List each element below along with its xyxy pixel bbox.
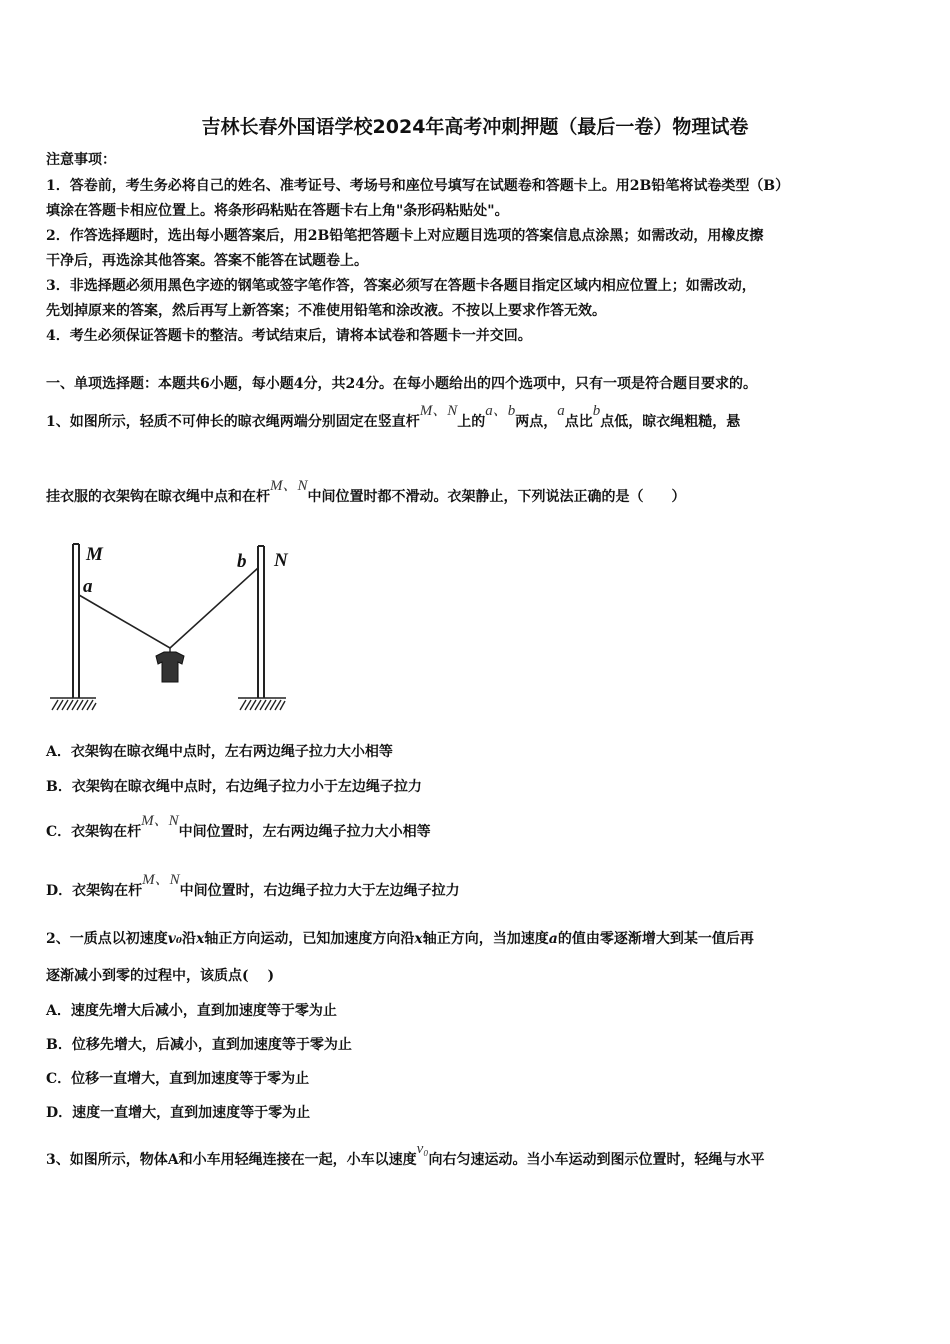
q1-option-a: A．衣架钩在晾衣绳中点时，左右两边绳子拉力大小相等	[46, 744, 393, 760]
question-2-line-1	[46, 929, 754, 949]
math-mn: M、N	[142, 872, 180, 888]
q3-text: 向右匀速运动。当小车运动到图示位置时，轻绳与水平	[428, 1152, 765, 1168]
q1-text: 点低，晾衣绳粗糙，悬	[600, 414, 741, 430]
math-v0: v₀	[167, 931, 183, 947]
q1-option-text: 中间位置时，右边绳子拉力大于左边绳子拉力	[179, 883, 460, 899]
math-ab: a、b	[485, 403, 516, 419]
clothesline-figure	[44, 538, 304, 718]
math-mn: M、N	[141, 813, 179, 829]
rope	[79, 568, 258, 648]
q1-option-b: B．衣架钩在晾衣绳中点时，右边绳子拉力小于左边绳子拉力	[46, 779, 422, 795]
q2-text: 沿	[182, 931, 197, 947]
q1-text: 点比	[564, 414, 593, 430]
q2-option-b: B．位移先增大，后减小，直到加速度等于零为止	[46, 1037, 352, 1053]
q2-text: 轴正方向运动，已知加速度方向沿	[204, 931, 415, 947]
q1-option-text: C．衣架钩在杆	[46, 824, 142, 840]
math-x: x	[414, 931, 423, 947]
ground-right	[238, 698, 286, 710]
q3-text: 3、如图所示，物体A和小车用轻绳连接在一起，小车以速度	[46, 1152, 417, 1168]
math-b: b	[592, 403, 601, 419]
page-title: 吉林长春外国语学校2024年高考冲刺押题（最后一卷）物理试卷	[201, 116, 749, 138]
q2-option-d: D．速度一直增大，直到加速度等于零为止	[46, 1105, 311, 1121]
q1-text: 两点，	[515, 414, 558, 430]
question-3-line-1	[46, 1141, 765, 1170]
q1-text: 上的	[457, 414, 486, 430]
q1-option-c	[46, 813, 431, 842]
q1-option-text: 中间位置时，左右两边绳子拉力大小相等	[178, 824, 431, 840]
math-a: a	[557, 403, 565, 419]
math-a: a	[548, 931, 558, 947]
q2-option-c: C．位移一直增大，直到加速度等于零为止	[46, 1071, 310, 1087]
section-heading: 一、单项选择题：本题共6小题，每小题4分，共24分。在每小题给出的四个选项中，只有一项是符合题目要求的。	[46, 376, 757, 392]
notice-line: 1．答卷前，考生务必将自己的姓名、准考证号、考场号和座位号填写在试题卷和答题卡上。用2B铅笔将试卷类型（B）	[46, 178, 790, 194]
q2-text: 轴正方向，当加速度	[422, 931, 549, 947]
q1-text: 挂衣服的衣架钩在晾衣绳中点和在杆	[46, 489, 270, 505]
q1-text: 中间位置时都不滑动。衣架静止，下列说法正确的是（ ）	[307, 489, 686, 505]
notice-line: 3．非选择题必须用黑色字迹的钢笔或签字笔作答，答案必须写在答题卡各题目指定区域内相应位置上；如需改动，	[46, 278, 756, 294]
math-mn: M、N	[419, 403, 458, 419]
math-v0: v₀	[416, 1141, 429, 1157]
math-mn: M、N	[270, 478, 308, 494]
question-1-line-2	[46, 478, 686, 507]
notice-heading: 注意事项：	[46, 152, 116, 168]
notice-line: 先划掉原来的答案，然后再写上新答案；不准使用铅笔和涂改液。不按以上要求作答无效。	[46, 303, 606, 319]
label-N: N	[274, 550, 288, 571]
q2-text: 的值由零逐渐增大到某一值后再	[557, 931, 754, 947]
q1-option-d	[46, 872, 460, 901]
math-x: x	[196, 931, 205, 947]
question-1-line-1	[46, 403, 741, 432]
question-2-line-2: 逐渐减小到零的过程中，该质点( )	[46, 968, 275, 984]
shirt	[156, 652, 184, 682]
q2-text: 2、一质点以初速度	[46, 931, 168, 947]
label-a: a	[83, 576, 93, 597]
notice-line: 4．考生必须保证答题卡的整洁。考试结束后，请将本试卷和答题卡一并交回。	[46, 328, 532, 344]
ground-left	[50, 698, 96, 710]
q1-option-text: D．衣架钩在杆	[46, 883, 143, 899]
label-M: M	[86, 544, 103, 565]
notice-line: 2．作答选择题时，选出每小题答案后，用2B铅笔把答题卡上对应题目选项的答案信息点涂黑；如需改动，用橡皮擦	[46, 228, 764, 244]
label-b: b	[237, 551, 247, 572]
q1-text: 1、如图所示，轻质不可伸长的晾衣绳两端分别固定在竖直杆	[46, 414, 420, 430]
q2-option-a: A．速度先增大后减小，直到加速度等于零为止	[46, 1003, 337, 1019]
notice-line: 干净后，再选涂其他答案。答案不能答在试题卷上。	[46, 253, 368, 269]
notice-line: 填涂在答题卡相应位置上。将条形码粘贴在答题卡右上角"条形码粘贴处"。	[46, 203, 509, 219]
